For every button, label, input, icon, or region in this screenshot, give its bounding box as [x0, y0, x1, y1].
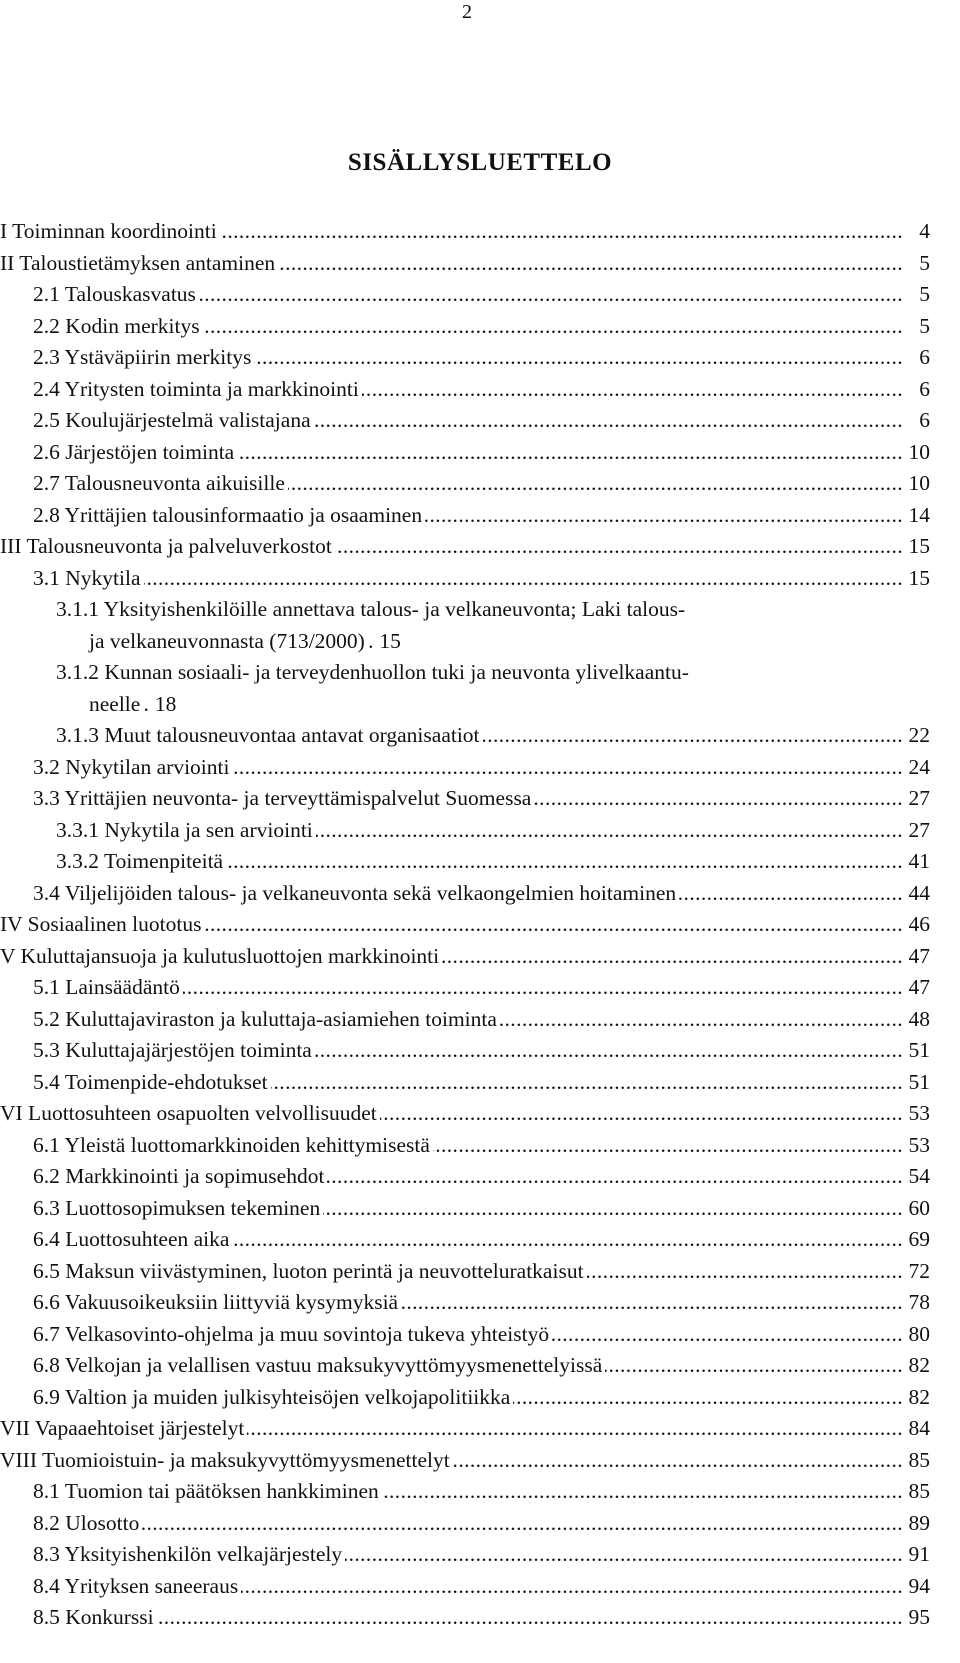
toc-entry[interactable] — [0, 248, 930, 280]
toc-entry[interactable] — [0, 563, 930, 595]
dot-leader — [316, 815, 903, 847]
toc-entry-label-continued: ja velkaneuvonnasta (713/2000) — [89, 628, 365, 653]
toc-entry-label: 6.3 Luottosopimuksen tekeminen — [33, 1195, 321, 1220]
toc-entry-page: 15 — [379, 628, 401, 653]
toc-entry[interactable] — [0, 909, 930, 941]
toc-entry-label: 8.3 Yksityishenkilön velkajärjestely — [33, 1542, 343, 1566]
toc-entry-label: 5.3 Kuluttajajärjestöjen toiminta — [33, 1038, 312, 1062]
toc-entry-label: 3.3.2 Toimenpiteitä — [56, 849, 224, 873]
toc-entry-page: 51 — [908, 1038, 930, 1062]
toc-entry-page: 10 — [908, 439, 930, 464]
toc-entry-page: 51 — [908, 1069, 930, 1094]
toc-entry-label: 2.3 Ystäväpiirin merkitys — [33, 345, 252, 369]
dot-leader — [157, 1602, 903, 1634]
toc-entry[interactable] — [0, 1035, 930, 1067]
toc-entry-page: 84 — [908, 1416, 930, 1440]
toc-entry[interactable] — [0, 878, 930, 910]
toc-entry[interactable] — [0, 311, 930, 343]
toc-entry-label: 3.1.2 Kunnan sosiaali- ja terveydenhuollon tuki ja neuvonta ylivelkaantu- — [56, 660, 689, 684]
dot-leader — [513, 1382, 903, 1414]
dot-leader — [183, 972, 903, 1004]
toc-entry-page: 95 — [908, 1605, 930, 1629]
toc-entry-page: 82 — [908, 1353, 930, 1377]
dot-leader — [500, 1004, 903, 1036]
toc-entry-continuation — [56, 689, 176, 721]
toc-entry[interactable] — [0, 1508, 930, 1540]
toc-entry[interactable] — [0, 279, 930, 311]
toc-entry-page: 6 — [919, 376, 930, 401]
dot-leader — [362, 374, 903, 406]
toc-entry-page: 44 — [908, 880, 930, 905]
dot-leader — [442, 941, 903, 973]
toc-entry-page: 69 — [908, 1227, 930, 1251]
toc-title — [0, 148, 960, 178]
toc-entry-page: 6 — [919, 345, 930, 369]
toc-entry-label: 2.8 Yrittäjien talousinformaatio ja osaaminen — [33, 502, 423, 527]
dot-leader — [605, 1350, 903, 1382]
toc-entry-label: VIII Tuomioistuin- ja maksukyvyttömyysmenettelyt — [0, 1447, 450, 1472]
toc-entry-label: 6.5 Maksun viivästyminen, luoton perintä ja neuvotteluratkaisut — [33, 1258, 584, 1283]
toc-entry-page: 5 — [919, 282, 930, 306]
toc-entry[interactable] — [0, 1287, 930, 1319]
toc-entry-label: III Talousneuvonta ja palveluverkostot — [0, 534, 332, 558]
toc-entry-label: 2.2 Kodin merkitys — [33, 313, 200, 338]
toc-entry-label: IV Sosiaalinen luototus — [0, 912, 202, 936]
toc-entry-page: 47 — [908, 975, 930, 999]
toc-entry-page: 6 — [919, 408, 930, 432]
toc-entry[interactable] — [0, 374, 930, 406]
toc-entry[interactable] — [0, 1193, 930, 1225]
toc-entry-page: 14 — [908, 502, 930, 527]
dot-leader — [232, 1224, 903, 1256]
dot-leader — [401, 1287, 903, 1319]
toc-entry-page: 18 — [154, 691, 177, 716]
toc-entry-label: 6.1 Yleistä luottomarkkinoiden kehittymisestä — [33, 1132, 430, 1157]
dot-leader — [142, 1508, 903, 1540]
dot-leader — [271, 1067, 903, 1099]
toc-entry-label: 3.2 Nykytilan arviointi — [33, 754, 230, 779]
toc-entry[interactable] — [0, 1130, 930, 1162]
toc-entry-page: 78 — [908, 1290, 930, 1314]
toc-title-text: SISÄLLYSLUETTELO — [347, 149, 613, 176]
toc-entry-label: 2.1 Talouskasvatus — [33, 282, 196, 306]
toc-entry-label: 3.1 Nykytila — [33, 565, 141, 590]
toc-entry-page: 47 — [908, 943, 930, 968]
dot-leader — [315, 1035, 903, 1067]
toc-entry[interactable] — [0, 846, 930, 878]
toc-entry[interactable] — [0, 1413, 930, 1445]
toc-entry-label: 8.1 Tuomion tai päätöksen hankkiminen — [33, 1479, 379, 1503]
toc-entry[interactable] — [0, 1571, 930, 1603]
toc-entry-page: 53 — [908, 1132, 930, 1157]
toc-entry-label: 2.6 Järjestöjen toiminta — [33, 439, 235, 464]
toc-entry-label: 3.3.1 Nykytila ja sen arviointi — [56, 817, 313, 842]
toc-entry-label: I Toiminnan koordinointi — [0, 219, 217, 243]
toc-entry[interactable] — [0, 1602, 930, 1634]
dot-leader — [314, 405, 903, 437]
toc-entry-label-continued: neelle — [89, 691, 141, 716]
dot-leader — [144, 563, 904, 595]
dot-leader — [237, 437, 903, 469]
dot-leader — [483, 720, 903, 752]
toc-entry-page: 53 — [908, 1101, 930, 1125]
toc-entry[interactable] — [0, 500, 930, 532]
toc-entry-label: II Taloustietämyksen antaminen — [0, 250, 276, 275]
toc-entry-page: 5 — [919, 250, 930, 275]
dot-leader — [254, 342, 903, 374]
toc-entry-page: 5 — [919, 313, 930, 338]
toc-entry-page: 89 — [908, 1510, 930, 1535]
toc-entry[interactable] — [0, 342, 930, 374]
table-of-contents — [0, 216, 930, 1634]
toc-entry-page: 80 — [908, 1321, 930, 1346]
toc-entry-label: V Kuluttajansuoja ja kulutusluottojen markkinointi — [0, 943, 440, 968]
toc-entry-label: 2.5 Koulujärjestelmä valistajana — [33, 408, 311, 432]
toc-entry[interactable] — [0, 1319, 930, 1351]
toc-entry-label: 5.4 Toimenpide-ehdotukset — [33, 1069, 268, 1094]
dot-leader — [380, 1098, 903, 1130]
toc-entry-page: 72 — [908, 1258, 930, 1283]
toc-entry[interactable] — [0, 216, 930, 248]
dot-leader — [433, 1130, 903, 1162]
dot-leader — [587, 1256, 903, 1288]
toc-entry[interactable] — [0, 1224, 930, 1256]
toc-entry[interactable] — [0, 1350, 930, 1382]
toc-entry-page: 54 — [908, 1164, 930, 1188]
dot-leader — [327, 1161, 903, 1193]
toc-entry-page: 60 — [908, 1195, 930, 1220]
dot-leader — [323, 1193, 903, 1225]
toc-entry-label: 2.4 Yritysten toiminta ja markkinointi — [33, 376, 359, 401]
toc-entry[interactable] — [0, 1067, 930, 1099]
dot-leader — [382, 1476, 903, 1508]
page-number: 2 — [462, 1, 472, 23]
toc-entry-label: 2.7 Talousneuvonta aikuisille — [33, 471, 285, 495]
dot-leader — [679, 878, 903, 910]
toc-entry[interactable] — [0, 1382, 930, 1414]
toc-entry-page: 48 — [908, 1006, 930, 1031]
dot-leader — [220, 216, 903, 248]
toc-entry-label: 3.4 Viljelijöiden talous- ja velkaneuvonta sekä velkaongelmien hoitaminen — [33, 880, 677, 905]
dot-leader — [203, 311, 903, 343]
toc-entry-page: 27 — [908, 786, 930, 810]
toc-entry-label: 3.1.3 Muut talousneuvontaa antavat organisaatiot — [56, 723, 480, 747]
toc-entry-page: 46 — [908, 912, 930, 936]
toc-entry[interactable] — [0, 657, 930, 720]
toc-entry[interactable] — [0, 972, 930, 1004]
toc-entry[interactable] — [0, 720, 930, 752]
toc-entry[interactable] — [0, 1161, 930, 1193]
toc-entry-label: 6.7 Velkasovinto-ohjelma ja muu sovintoja tukeva yhteistyö — [33, 1321, 550, 1346]
dot-leader — [232, 752, 903, 784]
toc-entry-page: 22 — [908, 723, 930, 747]
toc-entry[interactable] — [0, 1445, 930, 1477]
toc-entry[interactable] — [0, 531, 930, 563]
toc-entry-page: 41 — [908, 849, 930, 873]
toc-entry-page: 10 — [908, 471, 930, 495]
toc-entry-label: 3.3 Yrittäjien neuvonta- ja terveyttämispalvelut Suomessa — [33, 786, 532, 810]
toc-entry[interactable] — [0, 783, 930, 815]
toc-entry[interactable] — [0, 405, 930, 437]
dot-leader — [247, 1413, 903, 1445]
toc-entry[interactable] — [0, 594, 930, 657]
toc-entry-page: 85 — [908, 1479, 930, 1503]
dot-leader — [143, 689, 149, 721]
dot-leader — [534, 783, 903, 815]
toc-entry-label: 5.1 Lainsäädäntö — [33, 975, 180, 999]
toc-entry[interactable] — [0, 815, 930, 847]
toc-entry-label: VII Vapaaehtoiset järjestelyt — [0, 1416, 245, 1440]
toc-entry-page: 91 — [908, 1542, 930, 1566]
toc-entry-label: 6.9 Valtion ja muiden julkisyhteisöjen velkojapolitiikka — [33, 1384, 511, 1409]
toc-entry-label: 6.6 Vakuusoikeuksiin liittyviä kysymyksiä — [33, 1290, 399, 1314]
dot-leader — [552, 1319, 903, 1351]
toc-entry[interactable] — [0, 1256, 930, 1288]
toc-entry-page: 15 — [908, 565, 930, 590]
toc-entry[interactable] — [0, 1098, 930, 1130]
toc-entry[interactable] — [0, 941, 930, 973]
toc-entry-page: 24 — [908, 754, 930, 779]
toc-entry-label: 8.4 Yrityksen saneeraus — [33, 1573, 239, 1598]
toc-entry-label: VI Luottosuhteen osapuolten velvollisuudet — [0, 1101, 377, 1125]
toc-entry-label: 6.4 Luottosuhteen aika — [33, 1227, 230, 1251]
toc-entry-label: 3.1.1 Yksityishenkilöille annettava talous- ja velkaneuvonta; Laki talous- — [56, 597, 686, 621]
toc-entry[interactable] — [0, 468, 930, 500]
toc-entry-label: 8.2 Ulosotto — [33, 1510, 140, 1535]
toc-entry-label: 5.2 Kuluttajaviraston ja kuluttaja-asiamiehen toiminta — [33, 1006, 497, 1031]
toc-entry[interactable] — [0, 437, 930, 469]
toc-entry-label: 6.8 Velkojan ja velallisen vastuu maksukyvyttömyysmenettelyissä — [33, 1353, 603, 1377]
toc-entry-label: 8.5 Konkurssi — [33, 1605, 154, 1629]
dot-leader — [226, 846, 903, 878]
toc-entry-page: 94 — [908, 1573, 930, 1598]
toc-entry-page: 27 — [908, 817, 930, 842]
dot-leader — [278, 248, 903, 280]
toc-entry-continuation — [56, 626, 401, 658]
toc-entry-page: 82 — [908, 1384, 930, 1409]
dot-leader — [204, 909, 903, 941]
dot-leader — [288, 468, 903, 500]
toc-entry[interactable] — [0, 1539, 930, 1571]
dot-leader — [453, 1445, 903, 1477]
dot-leader — [368, 626, 374, 658]
dot-leader — [345, 1539, 903, 1571]
toc-entry[interactable] — [0, 1476, 930, 1508]
toc-entry-page: 15 — [908, 534, 930, 558]
dot-leader — [425, 500, 903, 532]
dot-leader — [335, 531, 903, 563]
toc-entry[interactable] — [0, 1004, 930, 1036]
toc-entry-page: 85 — [908, 1447, 930, 1472]
dot-leader — [199, 279, 903, 311]
dot-leader — [241, 1571, 903, 1603]
toc-entry-label: 6.2 Markkinointi ja sopimusehdot — [33, 1164, 325, 1188]
toc-entry-page: 4 — [919, 219, 930, 243]
toc-entry[interactable] — [0, 752, 930, 784]
